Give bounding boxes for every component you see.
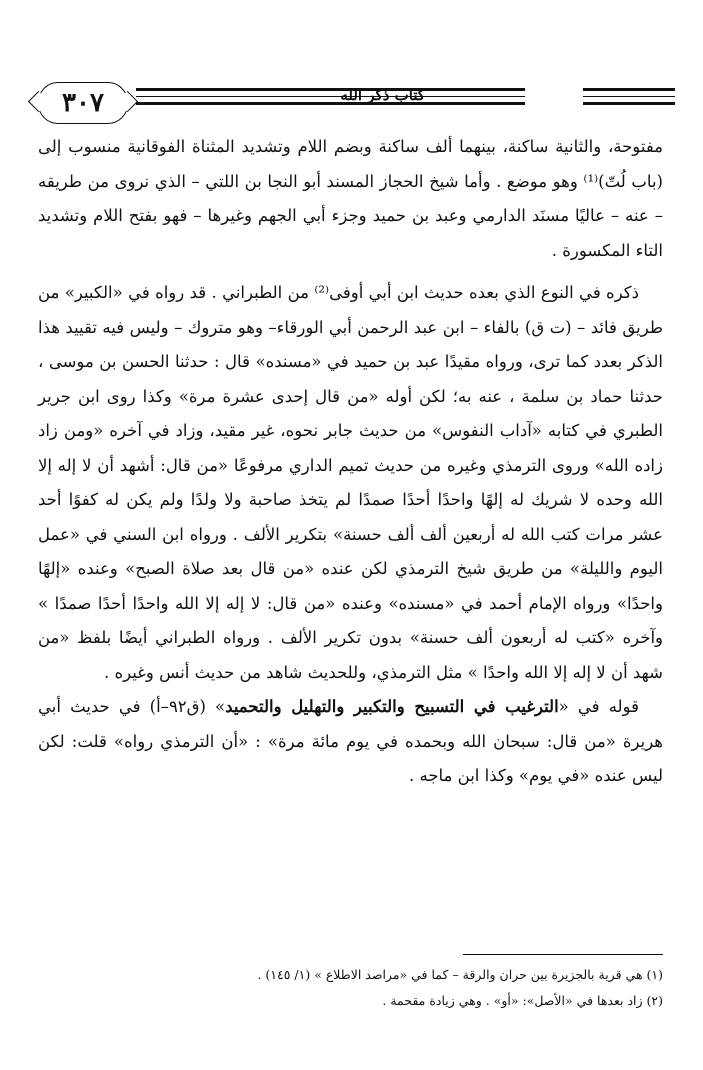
- main-text: [38, 130, 663, 794]
- section-heading: الترغيب في التسبيح والتكبير والتهليل والتحميد: [225, 697, 559, 716]
- paragraph-3-rest: » (ق٩٢–أ) في حديث أبي هريرة «من قال: سبحان الله وبحمده في يوم مائة مرة» : «أن الترمذي رواه» قلت: لكن ليس عنده «في يوم» وكذا ابن ماجه .: [38, 697, 663, 785]
- header-rule-bottom: [136, 102, 525, 105]
- paragraph-1: مفتوحة، والثانية ساكنة، بينهما ألف ساكنة وبضم اللام وتشديد المثناة الفوقانية منسوب إلى (باب لُتّ)⁽¹⁾ وهو موضع . وأما شيخ الحجاز المسند أبو النجا بن اللتي – الذي نروى من طريقه – عنه – عاليًا مسنَد الدارمي وعبد بن حميد وجزء أبي الجهم وغيرها – فهو بفتح اللام وتشديد التاء المكسورة .: [38, 137, 663, 260]
- header-rule-right-top: [583, 88, 675, 91]
- footnote-2: (٢) زاد بعدها في «الأصل»: «أو» . وهي زيادة مقحمة .: [382, 993, 663, 1008]
- paragraph-3: [38, 690, 663, 794]
- paragraph-3-prefix: قوله في «: [558, 697, 639, 716]
- page-header: [28, 72, 675, 132]
- footnote-1: (١) هي قرية بالجزيرة بين حران والرقة – كما في «مراصد الاطلاع » (١/ ١٤٥) .: [257, 967, 663, 982]
- footnotes: [40, 962, 663, 1014]
- header-rule-right-middle: [583, 96, 675, 97]
- book-title: كتاب ذكر الله: [340, 86, 425, 104]
- header-rule-right-bottom: [583, 102, 675, 105]
- paragraph-2: ذكره في النوع الذي بعده حديث ابن أبي أوفى⁽²⁾ من الطبراني . قد رواه في «الكبير» من طريق فائد – (ت ق) بالفاء – ابن عبد الرحمن أبي الورقاء– وهو متروك – وليس فيه تقييد هذا الذكر بعدد كما ترى، ورواه مقيدًا عبد بن حميد في «مسنده» قال : حدثنا الحسن بن موسى ، حدثنا حماد بن سلمة ، عنه به؛ لكن أوله «من قال إحدى عشرة مرة» وكذا روى ابن جرير الطبري في كتابه «آداب النفوس» من حديث جابر نحوه، غير مقيد، وزاد في آخره «ومن زاد زاده الله» وروى الترمذي وغيره من حديث تميم الداري مرفوعًا «من قال: أشهد أن لا إله إلا الله وحده لا شريك له إلهًا واحدًا أحدًا صمدًا لم يتخذ صاحبة ولا ولدًا ولم يكن له كفوًا أحد عشر مرات كتب الله له أربعين ألف ألف حسنة» بتكرير الألف . ورواه ابن السني في «عمل اليوم والليلة» من طريق شيخ الترمذي لكن عنده «من قال بعد صلاة الصبح» وعنده «إلهًا واحدًا» ورواه الإمام أحمد في «مسنده» وعنده «من قال: لا إله إلا الله واحدًا أحدًا صمدًا » وآخره «كتب له أربعون ألف حسنة» بدون تكرير الألف . ورواه الطبراني أيضًا بلفظ «من شهد أن لا إله إلا الله واحدًا » مثل الترمذي، وللحديث شاهد من حديث أنس وغيره .: [38, 283, 663, 682]
- footnote-separator: [463, 954, 663, 955]
- header-rule-middle: [136, 96, 525, 97]
- page-number-box: [38, 82, 128, 124]
- page-number: ٣٠٧: [62, 88, 104, 118]
- header-rule-top: [136, 88, 525, 91]
